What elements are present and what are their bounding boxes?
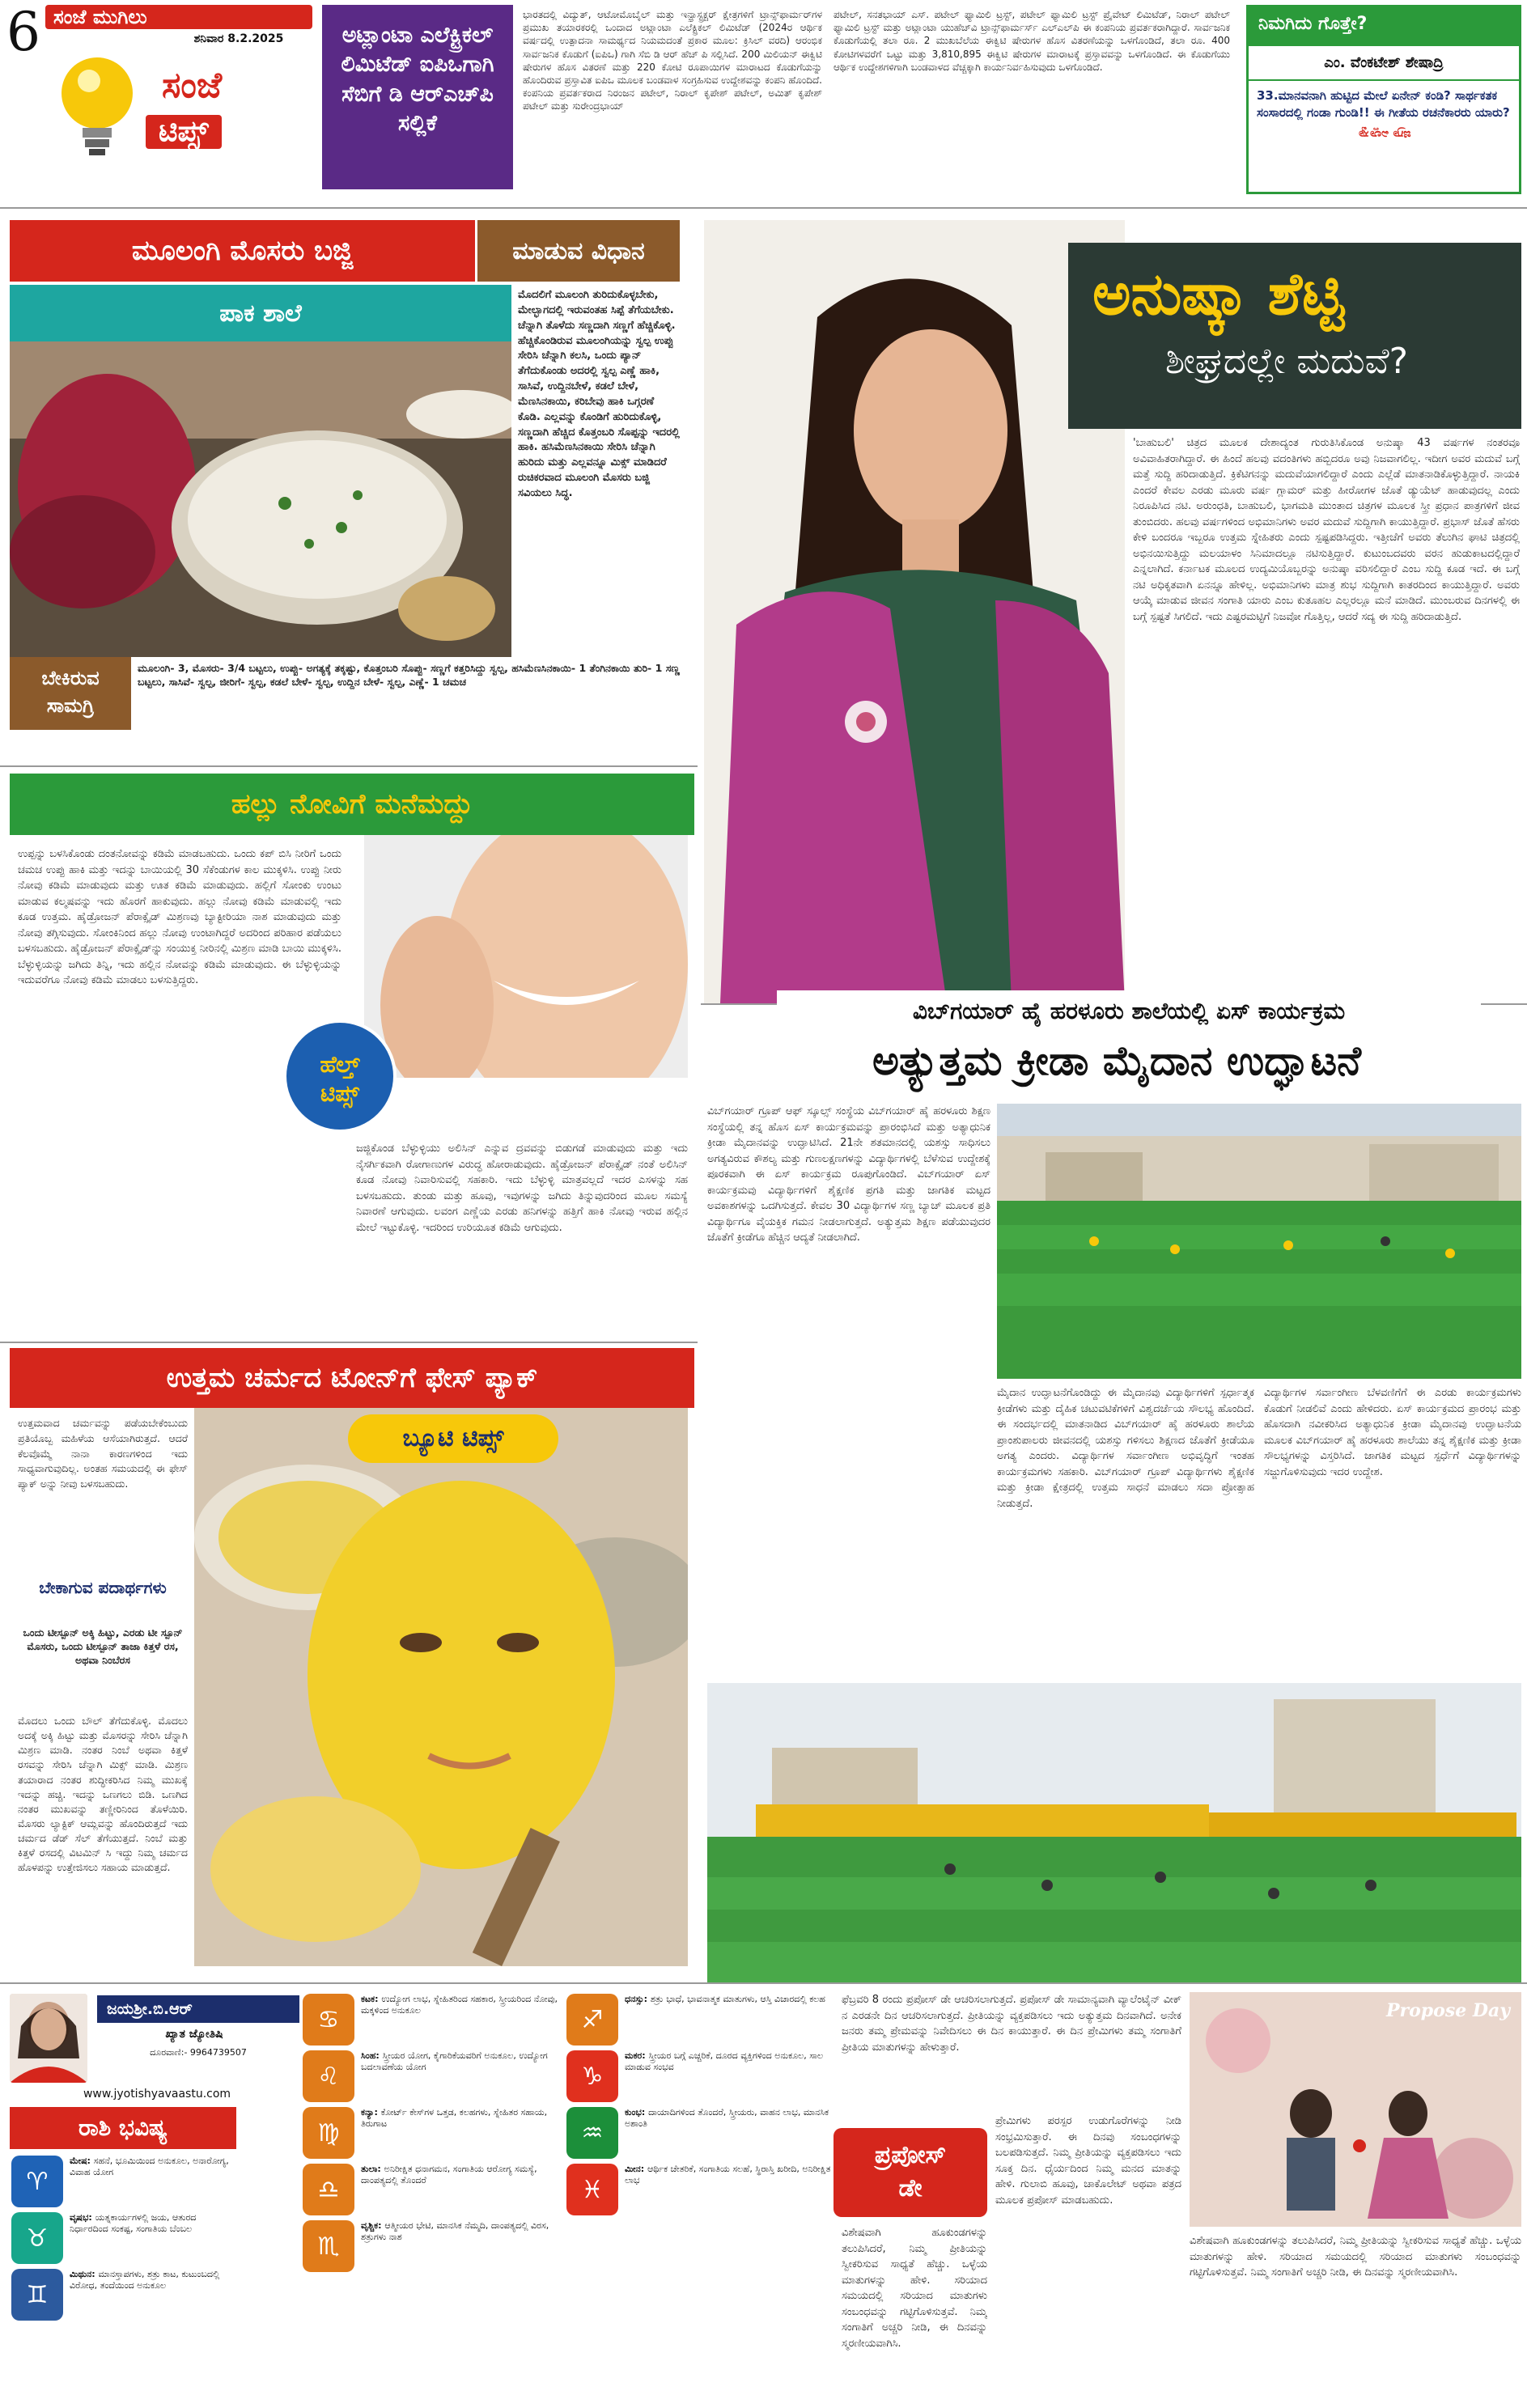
zodiac-prediction: ಅನಿರೀಕ್ಷಿತ ಧನಾಗಮನ, ಸಂಗಾತಿಯ ಆರೋಗ್ಯ ಸಮಸ್ಯೆ, ದಾಂಪತ್ಯದಲ್ಲಿ ತೊಂದರೆ [361,2164,537,2186]
zodiac-icon: ♑ [566,2050,618,2102]
zodiac-name: ಕನ್ಯಾ: [361,2107,381,2118]
zodiac-icon: ♈ [11,2156,63,2207]
horoscope-sign-row [303,1994,562,2046]
zodiac-icon: ♎ [303,2164,354,2215]
zodiac-name: ವೃಷಭ: [70,2212,95,2223]
football-field-photo [997,1104,1521,1379]
facepack-title: ಉತ್ತಮ ಚರ್ಮದ ಟೋನ್‌ಗೆ ಫೇಸ್ ಪ್ಯಾಕ್ [10,1348,694,1408]
school-col-1: ವಿಬ್‌ಗಯಾರ್ ಗ್ರೂಪ್ ಆಫ್ ಸ್ಕೂಲ್ಸ್ ಸಂಸ್ಥೆಯ ವಿಬ್‌ಗಯಾರ್ ಹೈ ಹರಳೂರು ಶಿಕ್ಷಣ ಸಂಸ್ಥೆಯಲ್ಲಿ ತನ್ನ ಹೊಸ ಏಸ್ ಕಾರ್ಯಕ್ರಮವನ್ನು ಪ್ರಾರಂಭಿಸಿದೆ ಮತ್ತು ಅತ್ಯಾಧುನಿಕ ಕ್ರೀಡಾ ಮೈದಾನವನ್ನು ಉದ್ಘಾಟಿಸಿದೆ. 21ನೇ ಶತಮಾನದಲ್ಲಿ ಯಶಸ್ಸು ಸಾಧಿಸಲು ಅಗತ್ಯವಿರುವ ಕೌಶಲ್ಯ ಮತ್ತು ಗುಣಲಕ್ಷಣಗಳನ್ನು ವಿದ್ಯಾರ್ಥಿಗಳಲ್ಲಿ ಬೆಳೆಸುವ ಉದ್ದೇಶಕ್ಕೆ ಪೂರಕವಾಗಿ ಈ ಏಸ್ ಕಾರ್ಯಕ್ರಮ ರೂಪುಗೊಂಡಿದೆ. ವಿಬ್‌ಗಯಾರ್ ಏಸ್ ಕಾರ್ಯಕ್ರಮವು ವಿದ್ಯಾರ್ಥಿಗಳಿಗೆ ಶೈಕ್ಷಣಿಕ ಪ್ರಗತಿ ಮತ್ತು ಜಾಗತಿಕ ಮಟ್ಟದ ಅವಕಾಶಗಳನ್ನು ಒದಗಿಸುತ್ತದೆ. ಕೇವಲ 30 ವಿದ್ಯಾರ್ಥಿಗಳ ಸಣ್ಣ ಬ್ಯಾಚ್ ಮೂಲಕ ಪ್ರತಿ ವಿದ್ಯಾರ್ಥಿಗೂ ವೈಯಕ್ತಿಕ ಗಮನ ನೀಡಲಾಗುತ್ತದೆ. ಅತ್ಯುತ್ತಮ ಶಿಕ್ಷಣ ಪಡೆಯುವುದರ ಜೊತೆಗೆ ಕ್ರೀಡೆಗೂ ಹೆಚ್ಚಿನ ಆದ್ಯತೆ ನೀಡಲಾಗಿದೆ. [707,1105,990,1244]
zodiac-prediction: ಸ್ತ್ರೀಯರ ಬಗ್ಗೆ ಎಚ್ಚರಿಕೆ, ದೂರದ ವ್ಯಕ್ತಿಗಳಿಂದ ಅನುಕೂಲ, ಸಾಲ ಮಾಡುವ ಸಂಭವ [625,2050,824,2073]
zodiac-prediction: ಸಹನೆ, ಭೂಮಿಯಿಂದ ಅನುಕೂಲ, ಅನಾರೋಗ್ಯ, ವಿವಾಹ ಯೋಗ [70,2156,229,2178]
beauty-tips-label: ಬ್ಯೂಟಿ ಟಿಪ್ಸ್ [348,1414,558,1463]
masthead [45,5,312,29]
ipo-article-col-1: ಭಾರತದಲ್ಲಿ ವಿದ್ಯುತ್, ಆಟೋಮೊಬೈಲ್ ಮತ್ತು ಇನ್ಫ್ರಾಸ್ಟ್ರಕ್ಚರ್ ಕ್ಷೇತ್ರಗಳಿಗೆ ಟ್ರಾನ್ಸ್‌ಫಾರ್ಮರ್‌ಗಳ ಪ್ರಮುಖ ತಯಾರಕರಲ್ಲಿ ಒಂದಾದ ಅಟ್ಲಾಂಟಾ ಎಲೆಕ್ಟ್ರಿಕಲ್ ಲಿಮಿಟೆಡ್ (2024ರ ಆರ್ಥಿಕ ವರ್ಷದಲ್ಲಿ ಉತ್ಪಾದನಾ ಸಾಮರ್ಥ್ಯದ ನಿಯಮದಂತೆ ಪ್ರಕಾರ ಮೂಲ: ಕ್ರಿಸಿಲ್ ವರದಿ) ಆರಂಭಿಕ ಸಾರ್ವಜನಿಕ ಕೊಡುಗೆ (ಐಪಿಒ) ಗಾಗಿ ಸೆಬಿ ಡಿ ಆರ್ ಹೆಚ್ ಪಿ ಸಲ್ಲಿಸಿದೆ. 200 ಮಿಲಿಯನ್ ಈಕ್ವಿಟಿ ಷೇರುಗಳ ಹೊಸ ವಿತರಣೆ ಮತ್ತು 220 ಕೋಟಿ ರೂಪಾಯಿಗಳ ಮಾರಾಟದ ಕೊಡುಗೆಯನ್ನು ಹೊಂದಿರುವ ಪ್ರಸ್ತಾವಿತ ಐಪಿಒ ಮೂಲಕ ಬಂಡವಾಳ ಸಂಗ್ರಹಿಸುವ ಉದ್ದೇಶವನ್ನು ಕಂಪನಿ ಹೊಂದಿದೆ. ಕಂಪನಿಯ ಪ್ರವರ್ತಕರಾದ ನಿರಂಜನ ಪಟೇಲ್, ನಿರಾಲ್ ಕೃಪೇಶ್ ಪಟೇಲ್, ಅಮಿತ್ ಕೃಪೇಶ್ ಪಟೇಲ್ ಮತ್ತು ಸುರೇಂದ್ರಭಾಯ್ [523,9,822,112]
school-photo-bottom [707,1683,1521,1982]
anushka-subtitle: ಶೀಘ್ರದಲ್ಲೇ ಮದುವೆ? [1165,341,1408,383]
horoscope-sign-row [303,2107,562,2159]
quiz-question: 33.ಮಾನವನಾಗಿ ಹುಟ್ಟಿದ ಮೇಲೆ ಏನೇನ್ ಕಂಡಿ? ಸಾರ್ಥಕತಕ ಸಂಸಾರದಲ್ಲಿ ಗಂಡಾ ಗುಂಡಿ!! ಈ ಗೀತೆಯ ರಚನೆಕಾರರು ಯಾರು? [1257,88,1510,120]
horoscope-sign-row [11,2269,234,2321]
anushka-name: ಅನುಷ್ಕಾ ಶೆಟ್ಟಿ [1092,260,1345,328]
zodiac-prediction: ಯತ್ನಕಾರ್ಯಗಳಲ್ಲಿ ಜಯ, ಆತುರದ ನಿರ್ಧಾರದಿಂದ ಸಂಕಷ್ಟ, ಸಂಗಾತಿಯ ಬೆಂಬಲ [70,2212,197,2235]
kitchen-label: ಪಾಕ ಶಾಲೆ [10,285,511,341]
couple-rose-illustration [1190,1992,1521,2227]
horoscope-column-2 [303,1994,562,2277]
propose-col-3: ವಿಶೇಷವಾಗಿ ಹೂಕುಂಡಗಳನ್ನು ತಲುಪಿಸಿದರೆ, ನಿಮ್ಮ ಪ್ರೀತಿಯನ್ನು ಸ್ವೀಕರಿಸುವ ಸಾಧ್ಯತೆ ಹೆಚ್ಚು. ಒಳ್ಳೆಯ ಮಾತುಗಳನ್ನು ಹೇಳಿ. ಸರಿಯಾದ ಸಮಯದಲ್ಲಿ ಸರಿಯಾದ ಮಾತುಗಳು ಸಂಬಂಧವನ್ನು ಗಟ್ಟಿಗೊಳಿಸುತ್ತವೆ. ನಿಮ್ಮ ಸಂಗಾತಿಗೆ ಅಚ್ಚರಿ ನೀಡಿ, ಈ ದಿನವನ್ನು ಸ್ಮರಣೀಯವಾಗಿಸಿ. [1190,2235,1521,2279]
school-headline: ಅತ್ಯುತ್ತಮ ಕ್ರೀಡಾ ಮೈದಾನ ಉದ್ಘಾಟನೆ [872,1037,1361,1084]
propose-col-1: ಫೆಬ್ರವರಿ 8 ರಂದು ಪ್ರಪೋಸ್ ಡೇ ಆಚರಿಸಲಾಗುತ್ತದೆ. ಪ್ರಪೋಸ್ ಡೇ ಸಾಮಾನ್ಯವಾಗಿ ವ್ಯಾಲೆಂಟೈನ್ ವೀಕ್ ನ ಎರಡನೇ ದಿನ ಆಚರಿಸಲಾಗುತ್ತದೆ. ಪ್ರೀತಿಯನ್ನು ವ್ಯಕ್ತಪಡಿಸಲು ಇದು ಅತ್ಯುತ್ತಮ ದಿನವಾಗಿದೆ. ಅನೇಕ ಜನರು ತಮ್ಮ ಪ್ರೇಮವನ್ನು ನಿವೇದಿಸಲು ಈ ದಿನ ಕಾಯುತ್ತಾರೆ. ಈ ದಿನ ಪ್ರೇಮಿಗಳು ತಮ್ಮ ಸಂಗಾತಿಗೆ ಪ್ರೀತಿಯ ಮಾತುಗಳನ್ನು ಹೇಳುತ್ತಾರೆ. [842,1994,1181,2054]
school-col-2: ಮೈದಾನ ಉದ್ಘಾಟನೆಗೊಂಡಿದ್ದು ಈ ಮೈದಾನವು ವಿದ್ಯಾರ್ಥಿಗಳಿಗೆ ಸ್ಪರ್ಧಾತ್ಮಕ ಕ್ರೀಡೆಗಳು ಮತ್ತು ದೈಹಿಕ ಚಟುವಟಿಕೆಗಳಿಗೆ ವಿಶ್ವದರ್ಜೆಯ ಸೌಲಭ್ಯ ಹೊಂದಿದೆ. ಈ ಸಂದರ್ಭದಲ್ಲಿ ಮಾತನಾಡಿದ ವಿಬ್‌ಗಯಾರ್ ಹೈ ಹರಳೂರು ಶಾಲೆಯ ಪ್ರಾಂಶುಪಾಲರು ಜೀವನದಲ್ಲಿ ಯಶಸ್ಸು ಗಳಿಸಲು ಶಿಕ್ಷಣದ ಜೊತೆಗೆ ಕ್ರೀಡೆಯೂ ಅಗತ್ಯ ಎಂದರು. ವಿದ್ಯಾರ್ಥಿಗಳ ಸರ್ವಾಂಗೀಣ ಅಭಿವೃದ್ಧಿಗೆ ಇಂತಹ ಕಾರ್ಯಕ್ರಮಗಳು ಸಹಕಾರಿ. ವಿಬ್‌ಗಯಾರ್ ಗ್ರೂಪ್ ವಿದ್ಯಾರ್ಥಿಗಳು ಶೈಕ್ಷಣಿಕ ಮತ್ತು ಕ್ರೀಡಾ ಕ್ಷೇತ್ರದಲ್ಲಿ ಉತ್ತಮ ಸಾಧನೆ ಮಾಡಲು ಸದಾ ಪ್ರೋತ್ಸಾಹ ನೀಡುತ್ತದೆ. [997,1387,1254,1510]
recipe-title: ಮೂಲಂಗಿ ಮೊಸರು ಬಜ್ಜಿ [10,220,475,282]
horoscope-sign-row [11,2212,234,2264]
health-tips-1: ಹೆಲ್ತ್ [320,1051,360,1078]
horoscope-sign-row [566,1994,833,2046]
zodiac-name: ಮೇಷ: [70,2156,94,2166]
propose-col-1b: ವಿಶೇಷವಾಗಿ ಹೂಕುಂಡಗಳನ್ನು ತಲುಪಿಸಿದರೆ, ನಿಮ್ಮ ಪ್ರೀತಿಯನ್ನು ಸ್ವೀಕರಿಸುವ ಸಾಧ್ಯತೆ ಹೆಚ್ಚು. ಒಳ್ಳೆಯ ಮಾತುಗಳನ್ನು ಹೇಳಿ. ಸರಿಯಾದ ಸಮಯದಲ್ಲಿ ಸರಿಯಾದ ಮಾತುಗಳು ಸಂಬಂಧವನ್ನು ಗಟ್ಟಿಗೊಳಿಸುತ್ತವೆ. ನಿಮ್ಮ ಸಂಗಾತಿಗೆ ಅಚ್ಚರಿ ನೀಡಿ, ಈ ದಿನವನ್ನು ಸ್ಮರಣೀಯವಾಗಿಸಿ. [842,2227,987,2350]
zodiac-name: ತುಲಾ: [361,2164,384,2174]
tips-logo-top: ಸಂಜೆ [162,65,223,106]
tips-logo-bottom: ಟಿಪ್ಸ್ [146,115,222,149]
facepack-intro: ಉತ್ತಮವಾದ ಚರ್ಮವನ್ನು ಪಡೆಯಬೇಕೆಂಬುದು ಪ್ರತಿಯೊಬ್ಬ ಮಹಿಳೆಯ ಆಸೆಯಾಗಿರುತ್ತದೆ. ಆದರೆ ಕೆಲವೊಮ್ಮೆ ನಾನಾ ಕಾರಣಗಳಿಂದ ಇದು ಸಾಧ್ಯವಾಗುವುದಿಲ್ಲ. ಅಂತಹ ಸಮಯದಲ್ಲಿ ಈ ಫೇಸ್ ಪ್ಯಾಕ್ ಅನ್ನು ನೀವು ಬಳಸಬಹುದು. [18,1417,188,1490]
astrologer-website[interactable]: www.jyotishyavaastu.com [83,2088,231,2101]
school-photo-top [997,1104,1521,1379]
horoscope-title: ರಾಶಿ ಭವಿಷ್ಯ [10,2107,236,2149]
facepack-needs: ಒಂದು ಟೀಸ್ಪೂನ್ ಅಕ್ಕಿ ಹಿಟ್ಟು, ಎರಡು ಟೀ ಸ್ಪೂನ್ ಮೊಸರು, ಒಂದು ಟೀಸ್ಪೂನ್ ತಾಜಾ ಕಿತ್ತಳೆ ರಸ, ಅಥವಾ ನಿಂಬೆರಸ [23,1626,183,1666]
ipo-article-col-2: ಪಟೇಲ್, ಸನತಭಾಯ್ ಎಸ್. ಪಟೇಲ್ ಫ್ಯಾಮಿಲಿ ಟ್ರಸ್ಟ್, ಪಟೇಲ್ ಫ್ಯಾಮಿಲಿ ಟ್ರಸ್ಟ್ ಪ್ರೈವೇಟ್ ಲಿಮಿಟೆಡ್, ನಿರಾಲ್ ಪಟೇಲ್ ಫ್ಯಾಮಿಲಿ ಟ್ರಸ್ಟ್ ಮತ್ತು ಅಟ್ಲಾಂಟಾ ಯುಹೆಚ್‌ವಿ ಟ್ರಾನ್ಸ್‌ಫಾರ್ಮರ್ಸ್ ಎಲ್ಎಲ್‌ಪಿ ಈ ಕಂಪನಿಯ ಪ್ರವರ್ತಕರಾಗಿದ್ದಾರೆ. ಸಾರ್ವಜನಿಕ ಕೊಡುಗೆಯಲ್ಲಿ ತಲಾ ರೂ. 2 ಮುಖಬೆಲೆಯ ಈಕ್ವಿಟಿ ಷೇರುಗಳ ಹೊಸ ವಿತರಣೆಯನ್ನು ಒಳಗೊಂಡಿದೆ, ತಲಾ ರೂ. 400 ಕೋಟಿಗಳವರೆಗೆ ಒಟ್ಟು ಮತ್ತು 3,810,895 ಈಕ್ವಿಟಿ ಷೇರುಗಳ ಮಾರಾಟಕ್ಕೆ ಪ್ರಸ್ತಾವವನ್ನು ಒಳಗೊಂಡಿದೆ. ಈ ಕೊಡುಗೆಯು ಆರ್ಥಿಕ ಉದ್ದೇಶಗಳಿಗಾಗಿ ಬಂಡವಾಳದ ವೆಚ್ಚಕ್ಕಾಗಿ ಕಾರ್ಯನಿರ್ವಹಿಸುವುದು ಒಳಗೊಂಡಿದೆ. [833,9,1230,73]
recipe-method-label: ಮಾಡುವ ವಿಧಾನ [477,220,680,282]
recipe-photo [10,341,511,657]
masthead-paper-name: ಸಂಜೆ ಮುಗಿಲು [53,6,147,28]
zodiac-prediction: ಆತ್ಮೀಯರ ಭೇಟಿ, ಮಾನಸಿಕ ನೆಮ್ಮದಿ, ದಾಂಪತ್ಯದಲ್ಲಿ ವಿರಸ, ಶತ್ರುಗಳು ನಾಶ [361,2220,549,2243]
zodiac-prediction: ಉದ್ಯೋಗ ಲಾಭ, ಸ್ನೇಹಿತರಿಂದ ಸಹಕಾರ, ಸ್ತ್ರೀಯರಿಂದ ನೋವು, ಮಕ್ಕಳಿಂದ ಅನುಕೂಲ [361,1994,558,2016]
horoscope-sign-row [303,2050,562,2102]
lightbulb-icon [57,49,138,170]
school-playground-photo [707,1683,1521,1982]
woman-facepack-illustration [194,1408,688,1966]
zodiac-name: ಮಕರ: [625,2050,649,2061]
horoscope-sign-row [303,2220,562,2272]
recipe-ingredients: ಮೂಲಂಗಿ- 3, ಮೊಸರು- 3/4 ಬಟ್ಟಲು, ಉಪ್ಪು- ಅಗತ್ಯಕ್ಕೆ ತಕ್ಕಷ್ಟು, ಕೊತ್ತಂಬರಿ ಸೊಪ್ಪು- ಸಣ್ಣಗೆ ಕತ್ತರಿಸಿದ್ದು ಸ್ವಲ್ಪ, ಹಸಿಮೆಣಸಿನಕಾಯಿ- 1 ತೆಂಗಿನಕಾಯಿ ತುರಿ- 1 ಸಣ್ಣ ಬಟ್ಟಲು, ಸಾಸಿವೆ- ಸ್ವಲ್ಪ, ಜೀರಿಗೆ- ಸ್ವಲ್ಪ, ಕಡಲೆ ಬೇಳೆ- ಸ್ವಲ್ಪ, ಉದ್ದಿನ ಬೇಳೆ- ಸ್ವಲ್ಪ, ಎಣ್ಣೆ- 1 ಚಮಚ [138,662,680,688]
horoscope-column-3 [566,1994,833,2220]
zodiac-name: ಮೀನ: [625,2164,648,2174]
zodiac-prediction: ಶತ್ರು ಭಾಧೆ, ಭಾವನಾತ್ಮಕ ಮಾತುಗಳು, ಆಸ್ತಿ ವಿಚಾರದಲ್ಲಿ ಕಲಹ [650,1994,825,2004]
horoscope-sign-row [566,2164,833,2215]
needs-label [10,657,131,730]
zodiac-name: ಮಿಥುನ: [70,2269,99,2279]
zodiac-icon: ♉ [11,2212,63,2264]
astrologer-phone: ದೂರವಾಣಿ:- 9964739507 [150,2047,247,2058]
horoscope-sign-row [566,2050,833,2102]
horoscope-sign-row [11,2156,234,2207]
tooth-title: ಹಲ್ಲು ನೋವಿಗೆ ಮನೆಮದ್ದು [10,774,694,835]
masthead-date: ಶನಿವಾರ 8.2.2025 [193,32,284,45]
quiz-answer: ಜಿಗ್ರಾ ಎಲ್ಲಾಸ್ವಾ [1356,128,1411,141]
propose-col-2: ಪ್ರೇಮಿಗಳು ಪರಸ್ಪರ ಉಡುಗೊರೆಗಳನ್ನು ನೀಡಿ ಸಂಭ್ರಮಿಸುತ್ತಾರೆ. ಈ ದಿನವು ಸಂಬಂಧಗಳನ್ನು ಬಲಪಡಿಸುತ್ತದೆ. ನಿಮ್ಮ ಪ್ರೀತಿಯನ್ನು ವ್ಯಕ್ತಪಡಿಸಲು ಇದು ಸೂಕ್ತ ದಿನ. ಧೈರ್ಯದಿಂದ ನಿಮ್ಮ ಮನದ ಮಾತನ್ನು ಹೇಳಿ. ಗುಲಾಬಿ ಹೂವು, ಚಾಕೊಲೇಟ್ ಅಥವಾ ಪತ್ರದ ಮೂಲಕ ಪ್ರಪೋಸ್ ಮಾಡಬಹುದು. [995,2115,1181,2207]
health-tips-2: ಟಿಪ್ಸ್ [320,1080,359,1108]
propose-photo-caption: Propose Day [1385,2000,1510,2021]
zodiac-name: ಧನಸ್ಸು: [625,1994,651,2004]
tooth-article-col-2: ಜಜ್ಜಿಕೊಂಡ ಬೆಳ್ಳುಳ್ಳಿಯು ಅಲಿಸಿನ್ ಎನ್ನುವ ದ್ರವವನ್ನು ಬಿಡುಗಡೆ ಮಾಡುವುದು ಮತ್ತು ಇದು ನೈಸರ್ಗಿಕವಾಗಿ ರೋಗಾಣುಗಳ ವಿರುದ್ಧ ಹೋರಾಡುವುದು. ಹೈಡ್ರೋಜನ್ ಪೆರಾಕ್ಸೈಡ್ ನಂತೆ ಅಲಿಸಿನ್ ಕೂಡ ನೋವು ನಿವಾರಿಸುವಲ್ಲಿ ಸಹಕಾರಿ. ಇದು ಬೆಳ್ಳುಳ್ಳಿ ಮಾತ್ರವಲ್ಲದೆ ಇದರ ಎಸಳನ್ನು ಸಹ ಬಳಸಬಹುದು. ತುಂಡು ಮತ್ತು ಹೂವು, ಇವುಗಳನ್ನು ಜಗಿದು ತಿನ್ನುವುದರಿಂದ ಮೂಲ ಸಮಸ್ಯೆ ನಿವಾರಣೆ ಆಗುವುದು. ಲವಂಗ ಎಣ್ಣೆಯ ಎರಡು ಹನಿಗಳನ್ನು ಹತ್ತಿಗೆ ಹಾಕಿ ನೋವು ಇರುವ ಹಲ್ಲಿನ ಮೇಲೆ ಇಟ್ಟುಕೊಳ್ಳಿ. ಇದರಿಂದ ಉರಿಯೂತ ಕಡಿಮೆ ಆಗುವುದು. [356,1143,688,1234]
quiz-author: ಎಂ. ವೆಂಕಟೇಶ್ ಶೇಷಾದ್ರಿ [1249,46,1519,81]
astrologer-name: ಜಯಶ್ರೀ.ಬಿ.ಆರ್ [97,1995,299,2023]
tooth-article-col-1: ಉಪ್ಪನ್ನು ಬಳಸಿಕೊಂಡು ದಂತನೋವನ್ನು ಕಡಿಮೆ ಮಾಡಬಹುದು. ಒಂದು ಕಪ್ ಬಿಸಿ ನೀರಿಗೆ ಒಂದು ಚಮಚ ಉಪ್ಪು ಹಾಕಿ ಮತ್ತು ಇದನ್ನು ಬಾಯಿಯಲ್ಲಿ 30 ಸೆಕೆಂಡುಗಳ ಕಾಲ ಮುಕ್ಕಳಿಸಿ. ಉಪ್ಪು ನೀರು ನೋವು ಕಡಿಮೆ ಮಾಡುವುದು ಮತ್ತು ಊತ ಕಡಿಮೆ ಮಾಡುವುದು. ಹಲ್ಲಿಗೆ ಸೋಂಕು ಉಂಟು ಮಾಡುವ ಕಲ್ಮಷವನ್ನು ಇದು ಹೊರಗೆ ಹಾಕುವುದು. ಹಲ್ಲು ನೋವು ಕಡಿಮೆ ಮಾಡುವಲ್ಲಿ ಇದು ಕೂಡ ಉತ್ತಮ. ಹೈಡ್ರೋಜನ್ ಪೆರಾಕ್ಸೈಡ್ ಮಿಶ್ರಣವು ಬ್ಯಾಕ್ಟೀರಿಯಾ ನಾಶ ಮಾಡುವುದು ಮತ್ತು ನೋವು ತಗ್ಗಿಸುವುದು. ಸೋಂಕಿನಿಂದ ಹಲ್ಲು ನೋವು ಉಂಟಾಗಿದ್ದರೆ ಅದರಿಂದ ಪರಿಹಾರ ಪಡೆಯಲು ಬಳಸಬಹುದು. ಹೈಡ್ರೋಜನ್ ಪೆರಾಕ್ಸೈಡ್‌ನ್ನು ಸಂಯುಕ್ತ ನೀರಿನಲ್ಲಿ ಮಿಶ್ರಣ ಮಾಡಿ ಬಾಯಿ ಮುಕ್ಕಳಿಸಿ. ಬೆಳ್ಳುಳ್ಳಿಯನ್ನು ಜಗಿದು ತಿನ್ನಿ, ಇದು ಹಲ್ಲಿನ ನೋವನ್ನು ಕಡಿಮೆ ಮಾಡುವುದು. ಈ ಬೆಳ್ಳುಳ್ಳಿಯನ್ನು ಇದುವರೆಗೂ ನೋವು ಕಡಿಮೆ ಮಾಡಲು ಬಳಸುತ್ತಿದ್ದರು. [18,848,341,986]
zodiac-icon: ♌ [303,2050,354,2102]
zodiac-name: ಕಟಕ: [361,1994,382,2004]
zodiac-icon: ♋ [303,1994,354,2046]
facepack-needs-title: ಬೇಕಾಗುವ ಪದಾರ್ಥಗಳು [39,1578,167,1597]
quiz-header: ನಿಮಗಿದು ಗೊತ್ತೇ? [1249,7,1519,46]
astrologer-avatar [10,1994,87,2083]
zodiac-name: ಸಿಂಹ: [361,2050,383,2061]
zodiac-name: ಕುಂಭ: [625,2107,649,2118]
school-kicker: ವಿಬ್‌ಗಯಾರ್ ಹೈ ಹರಳೂರು ಶಾಲೆಯಲ್ಲಿ ಏಸ್ ಕಾರ್ಯಕ್ರಮ [777,990,1481,1032]
propose-photo [1190,1992,1521,2227]
zodiac-icon: ♐ [566,1994,618,2046]
anushka-article: 'ಬಾಹುಬಲಿ' ಚಿತ್ರದ ಮೂಲಕ ದೇಶಾದ್ಯಂತ ಗುರುತಿಸಿಕೊಂಡ ಅನುಷ್ಕಾ 43 ವರ್ಷಗಳ ನಂತರವೂ ಅವಿವಾಹಿತರಾಗಿದ್ದಾರೆ. ಈ ಹಿಂದೆ ಹಲವು ವದಂತಿಗಳು ಹಬ್ಬಿದರೂ ಅವು ನಿಜವಾಗಲಿಲ್ಲ. ಇದೀಗ ಅವರ ಮದುವೆ ಬಗ್ಗೆ ಮತ್ತೆ ಸುದ್ದಿ ಹರಿದಾಡುತ್ತಿದೆ. ಕ್ರಿಕೆಟಿಗನನ್ನು ಮದುವೆಯಾಗಲಿದ್ದಾರೆ ಎಂದು ಎಲ್ಲೆಡೆ ಮಾತನಾಡಿಕೊಳ್ಳುತ್ತಿದ್ದಾರೆ. ನಾಯಕಿ ಎಂದರೆ ಕೇವಲ ಎರಡು ಮೂರು ವರ್ಷ ಗ್ಲಾಮರ್ ಮತ್ತು ಹೀರೋಗಳ ಜೊತೆ ಡ್ಯುಯೆಟ್ ಹಾಡುವುದಲ್ಲ ಎಂದು ನಿರೂಪಿಸಿದ ನಟಿ. ಅರುಂಧತಿ, ಬಾಹುಬಲಿ, ಭಾಗಮತಿ ಮುಂತಾದ ಚಿತ್ರಗಳ ಮೂಲಕ ಸ್ತ್ರೀ ಪ್ರಧಾನ ಪಾತ್ರಗಳಿಗೆ ಜೀವ ತುಂಬಿದರು. ಹಲವು ವರ್ಷಗಳಿಂದ ಅಭಿಮಾನಿಗಳು ಅವರ ಮದುವೆ ಸುದ್ದಿಗಾಗಿ ಕಾಯುತ್ತಿದ್ದಾರೆ. ಪ್ರಭಾಸ್ ಜೊತೆ ಹೆಸರು ಕೇಳಿ ಬಂದರೂ ಇಬ್ಬರೂ ಉತ್ತಮ ಸ್ನೇಹಿತರು ಎಂದು ಸ್ಪಷ್ಟಪಡಿಸಿದ್ದರು. ಇತ್ತೀಚೆಗೆ ಅವರು ತೆಲುಗಿನ ಘಾಟಿ ಚಿತ್ರದಲ್ಲಿ ಅಭಿನಯಿಸುತ್ತಿದ್ದು ಮಲಯಾಳಂ ಸಿನಿಮಾದಲ್ಲೂ ನಟಿಸುತ್ತಿದ್ದಾರೆ. ಕುಟುಂಬದವರು ವರನ ಹುಡುಕಾಟದಲ್ಲಿದ್ದಾರೆ ಎನ್ನಲಾಗಿದೆ. ಕರ್ನಾಟಕ ಮೂಲದ ಉದ್ಯಮಿಯೊಬ್ಬರನ್ನು ಅನುಷ್ಕಾ ವರಿಸಲಿದ್ದಾರೆ ಎಂಬ ಸುದ್ದಿ ಕೂಡ ಇದೆ. ಈ ಬಗ್ಗೆ ನಟಿ ಅಧಿಕೃತವಾಗಿ ಏನನ್ನೂ ಹೇಳಿಲ್ಲ. ಅಭಿಮಾನಿಗಳು ಮಾತ್ರ ಶುಭ ಸುದ್ದಿಗಾಗಿ ಕಾತರದಿಂದ ಕಾಯುತ್ತಿದ್ದಾರೆ. ಅವರು ಆಯ್ಕೆ ಮಾಡುವ ಜೀವನ ಸಂಗಾತಿ ಯಾರು ಎಂಬ ಕುತೂಹಲ ಎಲ್ಲರಲ್ಲೂ ಮನೆ ಮಾಡಿದೆ. ಮುಂಬರುವ ದಿನಗಳಲ್ಲಿ ಈ ಬಗ್ಗೆ ಸ್ಪಷ್ಟತೆ ಸಿಗಲಿದೆ. ಇದು ಎಷ್ಟರಮಟ್ಟಿಗೆ ನಿಜವೋ ಗೊತ್ತಿಲ್ಲ, ಆದರೆ ಸದ್ಯ ಈ ಸುದ್ದಿ ಹರಿದಾಡುತ್ತಿದೆ. [1133,437,1520,623]
zodiac-icon: ♊ [11,2269,63,2321]
raita-bowl-illustration [10,341,511,657]
needs-label-2: ಸಾಮಗ್ರಿ [46,693,95,717]
tips-logo [57,49,308,170]
zodiac-icon: ♏ [303,2220,354,2272]
school-col-3: ವಿದ್ಯಾರ್ಥಿಗಳ ಸರ್ವಾಂಗೀಣ ಬೆಳವಣಿಗೆಗೆ ಈ ಎರಡು ಕಾರ್ಯಕ್ರಮಗಳು ಕೊಡುಗೆ ನೀಡಲಿವೆ ಎಂದು ಹೇಳಿದರು. ಏಸ್ ಕಾರ್ಯಕ್ರಮದ ಪ್ರಾರಂಭ ಮತ್ತು ಹೊಸದಾಗಿ ನವೀಕರಿಸಿದ ಅತ್ಯಾಧುನಿಕ ಕ್ರೀಡಾ ಮೈದಾನವು ಉದ್ಘಾಟನೆಯ ಮೂಲಕ ವಿಬ್‌ಗಯಾರ್ ಹೈ ಹರಳೂರು ಶಾಲೆಯು ತನ್ನ ಶೈಕ್ಷಣಿಕ ಮತ್ತು ಕ್ರೀಡಾ ಸೌಲಭ್ಯಗಳನ್ನು ವಿಸ್ತರಿಸಿದೆ. ಜಾಗತಿಕ ಮಟ್ಟದ ಸ್ಪರ್ಧೆಗೆ ವಿದ್ಯಾರ್ಥಿಗಳನ್ನು ಸಜ್ಜುಗೊಳಿಸುವುದು ಇದರ ಉದ್ದೇಶ. [1264,1387,1521,1478]
horoscope-column-1 [11,2156,234,2325]
page-number: 6 [6,1,40,63]
needs-label-1: ಬೇಕಿರುವ [41,667,100,689]
zodiac-prediction: ಮಾನಸ್ತಾಪಗಳು, ಶತ್ರು ಕಾಟ, ಕುಟುಂಬದಲ್ಲಿ ವಿರೋಧ, ತಂದೆಯಿಂದ ಅನುಕೂಲ [70,2269,220,2291]
zodiac-prediction: ಆರ್ಥಿಕ ಚೇತರಿಕೆ, ಸಂಗಾತಿಯ ಸಲಹೆ, ಸ್ಥಿರಾಸ್ತಿ ಖರೀದಿ, ಅನಿರೀಕ್ಷಿತ ಲಾಭ [625,2164,831,2186]
facepack-photo [194,1408,688,1966]
recipe-method: ಮೊದಲಿಗೆ ಮೂಲಂಗಿ ತುರಿದುಕೊಳ್ಳಬೇಕು, ಮೇಲ್ಭಾಗದಲ್ಲಿ ಇರುವಂತಹ ಸಿಪ್ಪೆ ತೆಗೆಯಬೇಕು. ಚೆನ್ನಾಗಿ ತೊಳೆದು ಸಣ್ಣದಾಗಿ ಸಣ್ಣಗೆ ಹೆಚ್ಚಿಕೊಳ್ಳಿ. ಹೆಚ್ಚಿಕೊಂಡಿರುವ ಮೂಲಂಗಿಯನ್ನು ಸ್ವಲ್ಪ ಉಪ್ಪು ಸೇರಿಸಿ ಚೆನ್ನಾಗಿ ಕಲಸಿ, ಒಂದು ಪ್ಯಾನ್ ತೆಗೆದುಕೊಂಡು ಅದರಲ್ಲಿ ಸ್ವಲ್ಪ ಎಣ್ಣೆ ಹಾಕಿ, ಸಾಸಿವೆ, ಉದ್ದಿನಬೇಳೆ, ಕಡಲೆ ಬೇಳೆ, ಮೆಣಸಿನಕಾಯಿ, ಕರಿಬೇವು ಹಾಕಿ ಒಗ್ಗರಣೆ ಕೊಡಿ. ಎಲ್ಲವನ್ನು ಕೊಂಡಿಗೆ ಹುರಿದುಕೊಳ್ಳಿ, ಸಣ್ಣದಾಗಿ ಹೆಚ್ಚಿದ ಕೊತ್ತಂಬರಿ ಸೊಪ್ಪನ್ನು ಇದರಲ್ಲಿ ಹಾಕಿ. ಹಸಿಮೆಣಸಿನಕಾಯಿ ಸೇರಿಸಿ ಚೆನ್ನಾಗಿ ಹುರಿದು ಮತ್ತು ಎಲ್ಲವನ್ನೂ ಮಿಕ್ಸ್ ಮಾಡಿದರೆ ರುಚಿಕರವಾದ ಮೂಲಂಗಿ ಮೊಸರು ಬಜ್ಜಿ ಸವಿಯಲು ಸಿದ್ಧ. [518,289,680,499]
propose-label-1: ಪ್ರಪೋಸ್ [874,2141,947,2169]
zodiac-icon: ♒ [566,2107,618,2159]
zodiac-name: ವೃಶ್ಚಿಕ: [361,2220,385,2231]
zodiac-prediction: ದಾಯಾದಿಗಳಿಂದ ತೊಂದರೆ, ಸ್ತ್ರೀಯರು, ವಾಹನ ಲಾಭ, ಮಾನಸಿಕ ಅಶಾಂತಿ [625,2107,829,2130]
quiz-box [1246,5,1521,194]
zodiac-icon: ♓ [566,2164,618,2215]
zodiac-icon: ♍ [303,2107,354,2159]
astrologer-role: ಖ್ಯಾತ ಜ್ಯೋತಿಷಿ [165,2028,223,2041]
facepack-body: ಮೊದಲು ಒಂದು ಬೌಲ್ ತೆಗೆದುಕೊಳ್ಳಿ. ಮೊದಲು ಅದಕ್ಕೆ ಅಕ್ಕಿ ಹಿಟ್ಟು ಮತ್ತು ಮೊಸರನ್ನು ಸೇರಿಸಿ ಚೆನ್ನಾಗಿ ಮಿಶ್ರಣ ಮಾಡಿ. ನಂತರ ನಿಂಬೆ ಅಥವಾ ಕಿತ್ತಳೆ ರಸವನ್ನು ಸೇರಿಸಿ ಚೆನ್ನಾಗಿ ಮಿಕ್ಸ್ ಮಾಡಿ. ಮಿಶ್ರಣ ತಯಾರಾದ ನಂತರ ಶುದ್ಧೀಕರಿಸಿದ ನಿಮ್ಮ ಮುಖಕ್ಕೆ ಇದನ್ನು ಹಚ್ಚಿ. ಇದನ್ನು ಒಣಗಲು ಬಿಡಿ. ಒಣಗಿದ ನಂತರ ಮುಖವನ್ನು ತಣ್ಣೀರಿನಿಂದ ತೊಳೆಯಿರಿ. ಮೊಸರು ಲ್ಯಾಕ್ಟಿಕ್ ಆಮ್ಲವನ್ನು ಹೊಂದಿರುತ್ತದೆ ಇದು ಚರ್ಮದ ಡೆಡ್ ಸೆಲ್ ತೆಗೆಯುತ್ತದೆ. ನಿಂಬೆ ಮತ್ತು ಕಿತ್ತಳೆ ರಸದಲ್ಲಿ ವಿಟಮಿನ್ ಸಿ ಇದ್ದು ನಿಮ್ಮ ಚರ್ಮದ ಹೊಳಪನ್ನು ಉತ್ತೇಜಿಸಲು ಸಹಾಯ ಮಾಡುತ್ತದೆ. [18,1715,188,1874]
actress-portrait [704,220,1125,1003]
propose-label [833,2128,987,2217]
ipo-headline-box: ಅಟ್ಲಾಂಟಾ ಎಲೆಕ್ಟ್ರಿಕಲ್ ಲಿಮಿಟೆಡ್ ಐಪಿಒಗಾಗಿ ಸೆಬಿಗೆ ಡಿ ಆರ್‌ಎಚ್‌ಪಿ ಸಲ್ಲಿಕೆ [322,5,513,189]
woman-toothache-illustration [364,835,688,1078]
anushka-photo [704,220,1125,1003]
horoscope-sign-row [303,2164,562,2215]
zodiac-prediction: ಕೋರ್ಟ್ ಕೇಸ್‌ಗಳ ಒತ್ತಡ, ಕಲಹಗಳು, ಸ್ನೇಹಿತರ ಸಹಾಯ, ತಿರುಗಾಟ [361,2107,548,2130]
horoscope-sign-row [566,2107,833,2159]
anushka-headline-box [1068,243,1521,429]
zodiac-prediction: ಸ್ತ್ರೀಯರ ಯೋಗ, ಕೈಗಾರಿಕೆಯವರಿಗೆ ಅನುಕೂಲ, ಉದ್ಯೋಗ ಬದಲಾವಣೆಯ ಯೋಗ [361,2050,548,2073]
propose-label-2: ಡೇ [898,2173,923,2202]
toothache-photo [364,835,688,1078]
